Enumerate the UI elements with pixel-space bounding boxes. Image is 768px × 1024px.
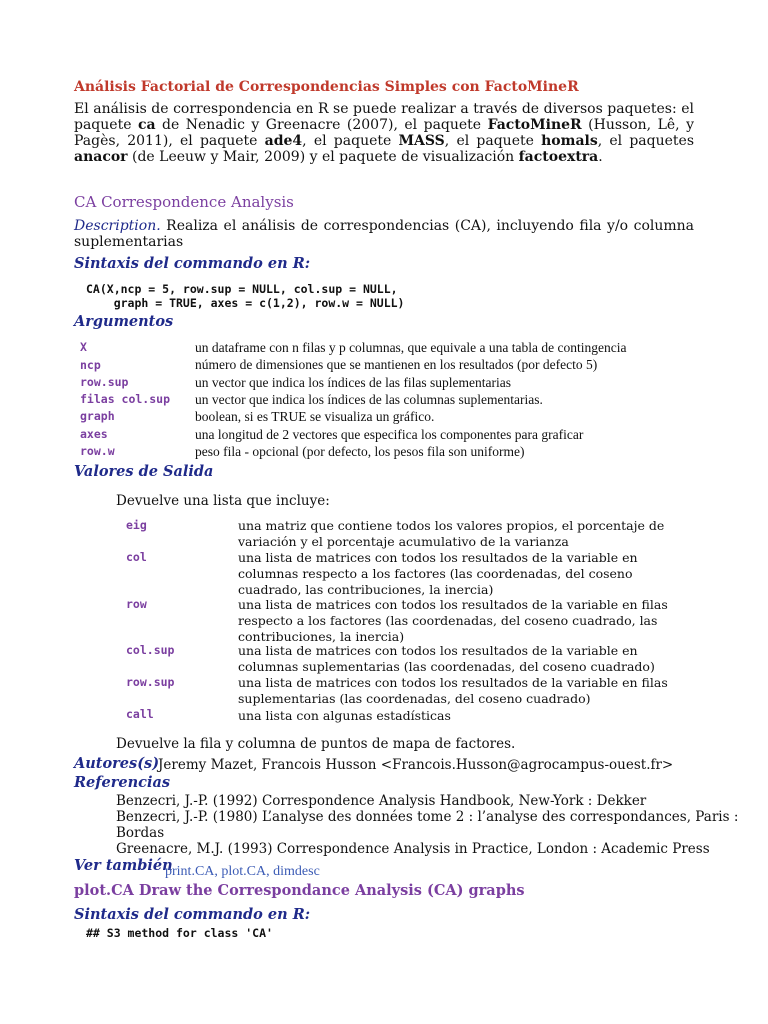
return-desc: una lista de matrices con todos los resultados de la variable en columnas respecto a los factores (las coordenadas, del coseno cuadrado, las contribuciones, la inercia) [238, 550, 638, 597]
arg-desc: boolean, si es TRUE se visualiza un gráfico. [195, 409, 435, 424]
authors-label: Autores(s) [74, 755, 160, 772]
return-desc: una matriz que contiene todos los valores propios, el porcentaje de variación y el porcentaje acumulativo de la varianza [238, 518, 665, 549]
reference-item: Bordas [116, 825, 165, 841]
return-name: col [126, 550, 147, 564]
link-dimdesc[interactable]: dimdesc [273, 864, 320, 879]
package-name: FactoMineR [487, 117, 582, 133]
code-line: graph = TRUE, axes = c(1,2), row.w = NULL) [86, 296, 405, 310]
see-also-links [165, 860, 320, 880]
intro-text: (de Leeuw y Mair, 2009) y el paquete de visualización [127, 149, 519, 165]
return-desc: una lista de matrices con todos los resultados de la variable en filas respecto a los factores (las coordenadas, del coseno cuadrado, las contribuciones, la inercia) [238, 597, 668, 644]
see-also-label: Ver también [74, 857, 173, 874]
intro-text: de Nenadic y Greenacre (2007), el paquete [155, 117, 488, 133]
arg-name: row.w [80, 444, 115, 458]
arg-name: X [80, 340, 87, 354]
return-name: row.sup [126, 675, 175, 689]
package-name: homals [541, 133, 598, 149]
link-separator: , [266, 864, 274, 879]
syntax-heading: Sintaxis del commando en R: [74, 255, 311, 272]
link-plot-ca[interactable]: plot.CA [221, 864, 267, 879]
arg-desc: peso fila - opcional (por defecto, los pesos fila son uniforme) [195, 444, 525, 459]
return-desc: una lista de matrices con todos los resultados de la variable en filas suplementarias (las coordenadas, del coseno cuadrado) [238, 675, 668, 706]
authors-text: Jeremy Mazet, Francois Husson <Francois.Husson@agrocampus-ouest.fr> [158, 757, 674, 773]
plot-ca-heading: plot.CA Draw the Correspondance Analysis (CA) graphs [74, 882, 525, 899]
returns-intro: Devuelve una lista que incluye: [116, 493, 330, 509]
link-print-ca[interactable]: print.CA [165, 864, 215, 879]
intro-text: . [598, 149, 603, 165]
arg-desc: número de dimensiones que se mantienen en los resultados (por defecto 5) [195, 357, 598, 372]
return-name: col.sup [126, 643, 175, 657]
package-name: anacor [74, 149, 128, 165]
document-title: Análisis Factorial de Correspondencias Simples con FactoMineR [74, 79, 579, 95]
arg-name: ncp [80, 358, 101, 372]
reference-item: Benzecri, J.-P. (1980) L’analyse des données tome 2 : l’analyse des correspondances, Paris : [116, 809, 739, 825]
intro-text: , el paquete [302, 133, 399, 149]
intro-text: (Husson, Lê, y Pagès, 2011), el paquete [74, 117, 694, 149]
arg-name: row.sup [80, 375, 129, 389]
package-name: factoextra [518, 149, 599, 165]
return-name: row [126, 597, 147, 611]
arg-name: graph [80, 409, 115, 423]
arguments-heading: Argumentos [74, 313, 174, 330]
syntax-code [86, 282, 405, 310]
arg-name: axes [80, 427, 108, 441]
return-desc: una lista con algunas estadísticas [238, 708, 451, 723]
code-comment-line: ## S3 method for class 'CA' [86, 926, 273, 940]
return-name: eig [126, 518, 147, 532]
package-name: MASS [398, 133, 445, 149]
intro-text: , el paquete [444, 133, 542, 149]
arg-desc: un vector que indica los índices de las columnas suplementarias. [195, 392, 543, 407]
intro-text: , el paquetes [597, 133, 695, 149]
arg-desc: un vector que indica los índices de las filas suplementarias [195, 375, 512, 390]
return-name: call [126, 707, 154, 721]
package-name: ade4 [264, 133, 303, 149]
package-name: ca [137, 117, 156, 133]
intro-paragraph [74, 101, 694, 165]
reference-item: Benzecri, J.-P. (1992) Correspondence Analysis Handbook, New-York : Dekker [116, 793, 647, 809]
references-heading: Referencias [74, 774, 171, 791]
arg-desc: un dataframe con n filas y p columnas, que equivale a una tabla de contingencia [195, 340, 627, 355]
intro-text: El análisis de correspondencia en R se puede realizar a través de diversos paquetes: el paquete [74, 101, 694, 133]
returns-outro: Devuelve la fila y columna de puntos de mapa de factores. [116, 736, 516, 752]
arg-name: filas col.sup [80, 392, 171, 406]
code-line: CA(X,ncp = 5, row.sup = NULL, col.sup = NULL, [86, 282, 398, 296]
description-text: Realiza el análisis de correspondencias (CA), incluyendo fila y/o columna suplementarias [74, 218, 694, 250]
description-paragraph [74, 218, 694, 250]
syntax-heading-2: Sintaxis del commando en R: [74, 906, 311, 923]
arg-desc: una longitud de 2 vectores que especifica los componentes para graficar [195, 427, 584, 442]
ca-heading: CA Correspondence Analysis [74, 193, 294, 211]
reference-item: Greenacre, M.J. (1993) Correspondence Analysis in Practice, London : Academic Press [116, 841, 710, 857]
description-label: Description. [74, 218, 161, 234]
link-separator: , [214, 864, 222, 879]
output-heading: Valores de Salida [74, 463, 214, 480]
return-desc: una lista de matrices con todos los resultados de la variable en columnas suplementarias (las coordenadas, del coseno cuadrado) [238, 643, 655, 674]
